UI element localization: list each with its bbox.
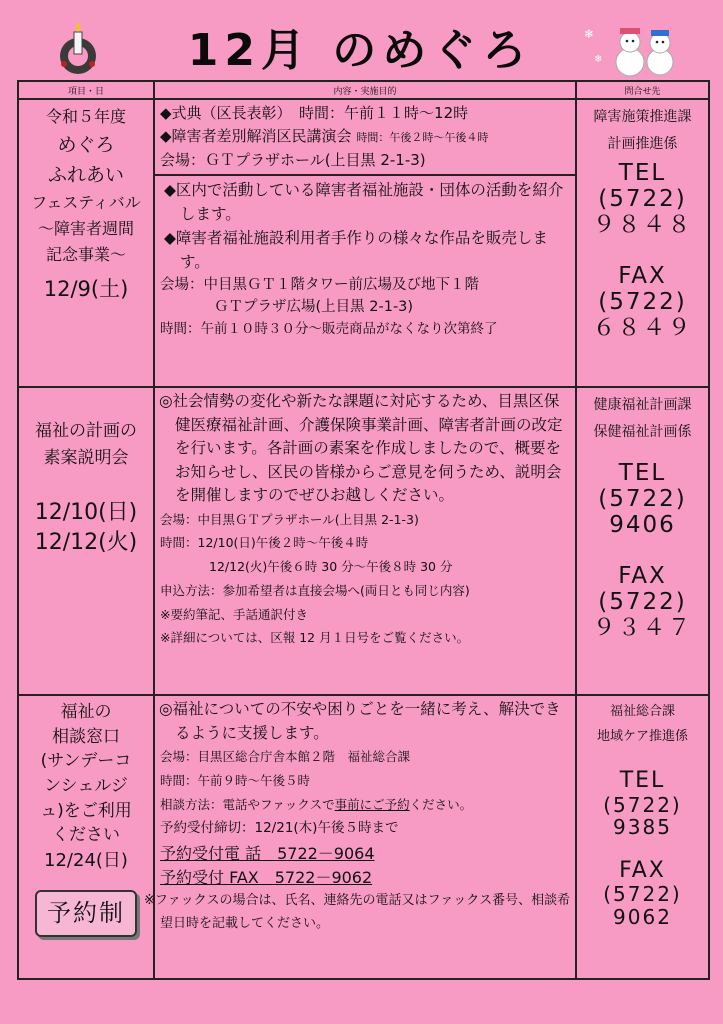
detail-line: ◆障害者福祉施設利用者手作りの様々な作品を販売します。 xyxy=(164,228,548,271)
page-title: 12月 のめぐろ xyxy=(187,25,533,76)
svg-text:❄: ❄ xyxy=(584,27,595,41)
detail-line: 会場：目黒区総合庁舎本館２階 福祉総合課 xyxy=(160,749,411,765)
event-details-cell xyxy=(144,695,576,979)
fax-label: FAX xyxy=(618,263,667,290)
detail-paragraph: ※ファックスの場合は、氏名、連絡先の電話又はファックス番号、相談希望日時を記載してください。 xyxy=(144,892,571,931)
fax-area-code: (5722) xyxy=(603,882,682,907)
fax-area-code: (5722) xyxy=(598,589,687,616)
event-line: 相談窓口 xyxy=(52,726,120,747)
tel-area-code: (5722) xyxy=(598,485,687,512)
reservation-badge: 予約制 xyxy=(35,890,137,937)
consult-method-label: 相談方法：電話やファックスで xyxy=(160,796,335,812)
candle-wreath-icon xyxy=(48,18,108,78)
event-line: ください xyxy=(52,825,120,846)
consult-method-tail: ください。 xyxy=(409,796,473,812)
tel-area-code: (5722) xyxy=(603,793,682,817)
department-name: 障害施策推進課 xyxy=(593,109,692,125)
event-line: 記念事業～ xyxy=(45,244,126,264)
fax-number: ９３４７ xyxy=(592,614,693,641)
detail-line: 申込方法：参加希望者は直接会場へ(両日とも同じ内容) xyxy=(160,582,470,598)
lecture-time: 時間：午後２時～午後４時 xyxy=(356,131,489,145)
detail-line: ※詳細については、区報 12 月１日号をご覧ください。 xyxy=(160,630,470,646)
department-name: 福祉総合課 xyxy=(609,704,675,719)
event-line: ュ)をご利用 xyxy=(40,800,132,821)
fax-number: ６８４９ xyxy=(592,314,693,341)
tel-area-code: (5722) xyxy=(598,185,687,212)
event-name-cell xyxy=(18,99,154,387)
event-line: 福祉の xyxy=(60,702,112,722)
detail-line: 予約受付締切：12/21(木)午後５時まで xyxy=(160,820,399,837)
column-header: 項目・日 xyxy=(18,81,154,99)
detail-line: 会場：ＧＴプラザホール(上目黒 2-1-3) xyxy=(160,150,426,169)
tel-number: 9406 xyxy=(609,511,676,538)
contact-cell xyxy=(576,695,709,979)
event-line: ふれあい xyxy=(47,163,124,186)
detail-line: ※要約筆記、手話通訳付き xyxy=(160,606,308,622)
event-details-cell xyxy=(154,387,576,695)
event-details-cell xyxy=(154,99,576,387)
department-name: 健康福祉計画課 xyxy=(593,397,692,413)
tel-number: ９８４８ xyxy=(592,211,693,238)
event-line: めぐろ xyxy=(57,133,115,156)
snowman-icon xyxy=(582,22,682,80)
tel-number: 9385 xyxy=(613,815,672,840)
event-line: (サンデーコ xyxy=(40,751,132,772)
event-date: 12/10(日) xyxy=(34,500,138,526)
fax-label: FAX xyxy=(619,857,666,883)
fax-number: 9062 xyxy=(613,904,672,929)
detail-line: 時間：12/10(日)午後２時～午後４時 xyxy=(160,535,369,551)
detail-line: 時間：午前９時～午後５時 xyxy=(160,772,311,788)
lecture-title: ◆障害者差別解消区民講演会 xyxy=(160,127,352,146)
event-line: ンシェルジ xyxy=(44,775,128,796)
event-line: 令和５年度 xyxy=(45,107,126,126)
event-line: ～障害者週間 xyxy=(37,218,134,238)
event-name-cell xyxy=(18,695,154,979)
detail-line: 会場：中目黒ＧＴプラザホール(上目黒 2-1-3) xyxy=(160,511,419,527)
svg-text:❄: ❄ xyxy=(594,54,603,65)
tel-label: TEL xyxy=(618,160,667,187)
events-table xyxy=(17,80,710,980)
detail-line: 12/12(火)午後６時 30 分～午後８時 30 分 xyxy=(209,559,453,575)
detail-line: ◆区内で活動している障害者福祉施設・団体の活動を紹介します。 xyxy=(164,180,564,223)
event-line: 素案説明会 xyxy=(43,448,129,469)
section-name: 計画推進係 xyxy=(607,135,678,152)
table-row xyxy=(18,99,709,387)
event-line: 福祉の計画の xyxy=(35,421,137,441)
section-name: 保健福祉計画係 xyxy=(593,423,692,440)
reservation-fax: 予約受付 FAX 5722－9062 xyxy=(160,867,373,887)
detail-line: ◆式典（区長表彰） 時間：午前１１時～12時 xyxy=(160,104,469,122)
fax-area-code: (5722) xyxy=(598,289,687,316)
tel-label: TEL xyxy=(618,460,667,487)
table-row xyxy=(18,695,709,979)
event-date: 12/12(火) xyxy=(34,530,138,556)
contact-cell xyxy=(576,387,709,695)
reservation-phone: 予約受付電 話 5722－9064 xyxy=(160,843,375,863)
detail-line: 会場：中目黒ＧＴ１階タワー前広場及び地下１階 xyxy=(160,276,479,293)
tel-label: TEL xyxy=(619,768,666,794)
advance-booking-text: 事前にご予約 xyxy=(334,796,410,812)
detail-line: 時間：午前１０時３０分～販売商品がなくなり次第終了 xyxy=(160,320,498,337)
table-header-row xyxy=(18,81,709,99)
fax-label: FAX xyxy=(618,563,667,590)
ceremony-section xyxy=(155,100,575,176)
detail-line xyxy=(155,793,575,817)
detail-line xyxy=(160,125,571,148)
column-header: 問合せ先 xyxy=(576,81,709,99)
event-line: フェスティバル xyxy=(31,193,141,213)
detail-paragraph: ◎福祉についての不安や困りごとを一緒に考え、解決できるように支援します。 xyxy=(159,700,561,742)
column-header: 内容・実施目的 xyxy=(154,81,576,99)
event-date: 12/9(土) xyxy=(43,277,129,302)
section-name: 地域ケア推進係 xyxy=(596,728,688,744)
detail-line: ＧＴプラザ広場(上目黒 2-1-3) xyxy=(214,299,414,316)
header xyxy=(0,0,723,80)
event-date: 12/24(日) xyxy=(44,849,128,871)
event-name-cell xyxy=(18,387,154,695)
contact-cell xyxy=(576,99,709,387)
table-row xyxy=(18,387,709,695)
exhibit-section xyxy=(155,176,575,340)
detail-paragraph: ◎社会情勢の変化や新たな課題に対応するため、目黒区保健医療福祉計画、介護保険事業計画、障害者計画の改定を行います。各計画の素案を作成しましたので、概要をお知らせし、区民の皆様からご意見を伺うため、説明会を開催しますのでぜひお越しください。 xyxy=(159,392,563,505)
